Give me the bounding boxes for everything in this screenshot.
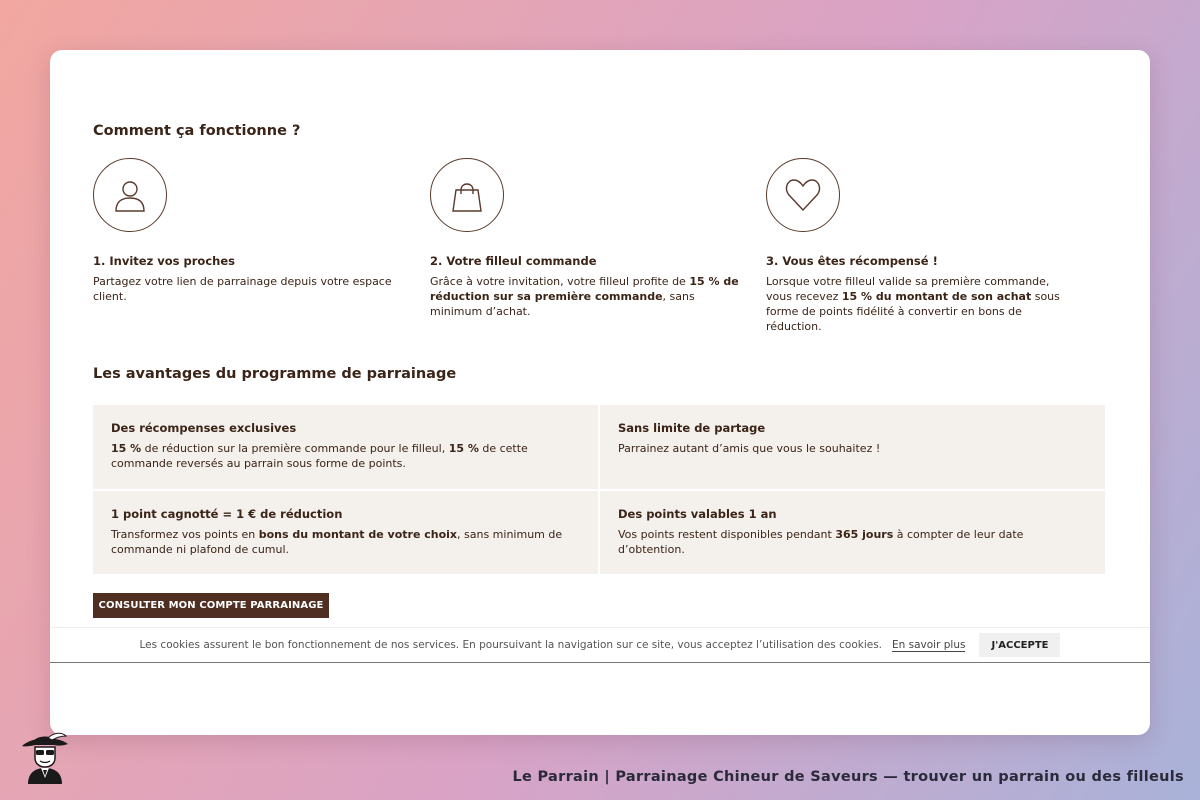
shopping-bag-icon xyxy=(447,175,487,215)
heart-icon xyxy=(783,175,823,215)
step-icon-circle xyxy=(93,158,167,232)
how-it-works-title: Comment ça fonctionne ? xyxy=(93,123,301,139)
benefit-title: 1 point cagnotté = 1 € de réduction xyxy=(111,506,343,521)
godfather-mascot-logo xyxy=(18,728,72,784)
step-text: Partagez votre lien de parrainage depuis votre espace client. xyxy=(93,275,392,303)
benefit-text: Parrainez autant d’amis que vous le souhaitez ! xyxy=(618,442,881,455)
cookie-text: Les cookies assurent le bon fonctionnement de nos services. En poursuivant la navigation sur ce site, vous acceptez l’utilisation des cookies. xyxy=(139,639,883,651)
benefit-points-validity xyxy=(600,491,1105,575)
step-order xyxy=(430,158,740,319)
benefit-title: Des récompenses exclusives xyxy=(111,421,297,435)
step-reward xyxy=(766,158,1076,334)
content-card xyxy=(50,50,1150,735)
step-text: Grâce à votre invitation, votre filleul profite de 15 % de réduction sur sa première commande, sans minimum d’achat. xyxy=(430,275,739,318)
referral-account-button[interactable]: CONSULTER MON COMPTE PARRAINAGE xyxy=(93,593,329,618)
benefit-text: 15 % de réduction sur la première commande pour le filleul, 15 % de cette commande reversés au parrain sous forme de points. xyxy=(111,442,528,470)
cookie-accept-button[interactable]: J'ACCEPTE xyxy=(979,633,1060,657)
step-icon-circle xyxy=(766,158,840,232)
benefit-title: Sans limite de partage xyxy=(618,421,766,435)
benefit-points-value xyxy=(93,491,598,575)
benefits-grid xyxy=(93,405,1105,574)
benefit-exclusive-rewards xyxy=(93,405,598,489)
step-icon-circle xyxy=(430,158,504,232)
step-invite xyxy=(93,158,403,304)
cookie-banner xyxy=(50,627,1150,663)
step-title: 1. Invitez vos proches xyxy=(93,254,235,268)
benefit-unlimited-sharing xyxy=(600,405,1105,489)
step-text: Lorsque votre filleul valide sa première commande, vous recevez 15 % du montant de son achat sous forme de points fidélité à convertir en bons de réduction. xyxy=(766,275,1060,333)
benefit-text: Vos points restent disponibles pendant 365 jours à compter de leur date d’obtention. xyxy=(618,527,1024,556)
benefit-title: Des points valables 1 an xyxy=(618,506,777,521)
step-title: 2. Votre filleul commande xyxy=(430,254,597,268)
benefits-title: Les avantages du programme de parrainage xyxy=(93,366,457,382)
page-caption: Le Parrain | Parrainage Chineur de Saveurs — trouver un parrain ou des filleuls xyxy=(512,769,1184,785)
step-title: 3. Vous êtes récompensé ! xyxy=(766,254,938,268)
cookie-learn-more-link[interactable]: En savoir plus xyxy=(892,638,966,651)
user-icon xyxy=(110,175,150,215)
benefit-text: Transformez vos points en bons du montant de votre choix, sans minimum de commande ni plafond de cumul. xyxy=(111,527,563,556)
